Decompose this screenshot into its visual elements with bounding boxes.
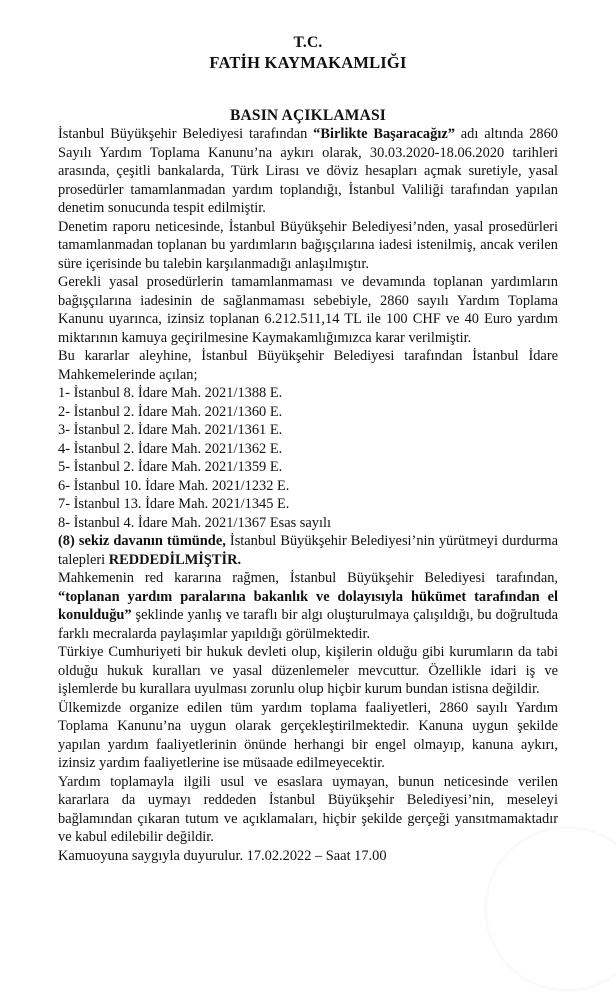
list-item: 7- İstanbul 13. İdare Mah. 2021/1345 E. xyxy=(58,496,290,513)
closing-line: Kamuoyuna saygıyla duyurulur. 17.02.2022 – Saat 17.00 xyxy=(58,847,387,864)
list-item: 6- İstanbul 10. İdare Mah. 2021/1232 E. xyxy=(58,477,290,494)
paragraph-5-text-b: şeklinde yanlış ve taraflı bir algı oluşturulmaya çalışıldığı, bu doğrultuda farklı mecralarda paylaşımlar yapıldığı görülmektedir. xyxy=(58,607,558,642)
paragraph-5-text-a: Mahkemenin red kararına rağmen, İstanbul Büyükşehir Belediyesi tarafından, xyxy=(58,570,558,587)
ruling-case-count-bold: (8) sekiz davanın tümünde, xyxy=(58,533,226,550)
list-item: 2- İstanbul 2. İdare Mah. 2021/1360 E. xyxy=(58,403,283,420)
paragraph-1 xyxy=(58,125,558,218)
list-item: 1- İstanbul 8. İdare Mah. 2021/1388 E. xyxy=(58,385,283,402)
list-item: 8- İstanbul 4. İdare Mah. 2021/1367 Esas sayılı xyxy=(58,514,331,531)
campaign-name-bold: “Birlikte Başaracağız” xyxy=(313,126,455,143)
document-header xyxy=(58,0,558,73)
list-item: 4- İstanbul 2. İdare Mah. 2021/1362 E. xyxy=(58,440,283,457)
paragraph-1-text-b: adı altında 2860 Sayılı Yardım Toplama Kanunu’na aykırı olarak, 30.03.2020-18.06.2020 tarihleri arasında, çeşitli bankalarda, Türk Lirası ve döviz hesapları açmak suretiyle, yasal prosedürler tamamlanmadan yardım toplandığı, İstanbul Valiliği tarafından yapılan denetim sonucunda tespit edilmiştir. xyxy=(58,126,558,217)
court-case-list xyxy=(58,384,558,532)
paragraph-8: Yardım toplamayla ilgili usul ve esaslara uymayan, bunun neticesinde verilen kararlara da uymayı reddeden İstanbul Büyükşehir Belediyesi’nin, meseleyi bağlamından çıkaran tutum ve açıklamaları, hiçbir şekilde gerçeği yansıtmamaktadır ve kabul edilebilir değildir. xyxy=(58,773,558,846)
document-content xyxy=(58,0,558,865)
ruling-outcome-bold: REDDEDİLMİŞTİR. xyxy=(108,551,242,568)
list-item: 3- İstanbul 2. İdare Mah. 2021/1361 E. xyxy=(58,422,283,439)
list-item: 5- İstanbul 2. İdare Mah. 2021/1359 E. xyxy=(58,459,283,476)
quoted-claim-bold: “toplanan yardım paralarına bakanlık ve dolayısıyla hükümet tarafından el konulduğu” xyxy=(58,588,558,624)
paragraph-2: Denetim raporu neticesinde, İstanbul Büyükşehir Belediyesi’nden, yasal prosedürleri tamamlanmadan toplanan bu yardımların bağışçılarına iadesi istenilmiş, ancak verilen süre içerisinde bu talebin karşılanmadığı anlaşılmıştır. xyxy=(58,218,558,272)
header-institution-name: FATİH KAYMAKAMLIĞI xyxy=(209,52,407,72)
header-republic-abbreviation: T.C. xyxy=(293,34,323,51)
case-list-intro: Bu kararlar aleyhine, İstanbul Büyükşehir Belediyesi tarafından İstanbul İdare Mahkemelerinde açılan; xyxy=(58,348,558,383)
paragraph-5 xyxy=(58,569,558,643)
paragraph-3: Gerekli yasal prosedürlerin tamamlanmaması ve devamında toplanan yardımların bağışçılarına iadesinin de sağlanmaması sebebiyle, 2860 sayılı Yardım Toplama Kanunu uyarınca, izinsiz toplanan 6.212.511,14 TL ile 100 CHF ve 40 Euro yardım miktarının kamuya geçirilmesine Kaymakamlığımızca karar verilmiştir. xyxy=(58,274,558,346)
paragraph-1-text-a: İstanbul Büyükşehir Belediyesi tarafından xyxy=(58,126,314,143)
ruling-statement xyxy=(58,532,558,569)
paragraph-6: Türkiye Cumhuriyeti bir hukuk devleti olup, kişilerin olduğu gibi kurumların da tabi olduğu hukuk kuralları ve yasal düzenlemeler mevcuttur. Özellikle idari iş ve işlemlerde bu kurallara uyulması zorunlu olup hiçbir kurum bundan istisna değildir. xyxy=(58,644,558,698)
document-title: BASIN AÇIKLAMASI xyxy=(229,107,387,125)
paragraph-7: Ülkemizde organize edilen tüm yardım toplama faaliyetleri, 2860 sayılı Yardım Toplama Kanunu’na uygun olarak gerçekleştirilmektedir. Kanuna uygun şekilde yapılan yardım faaliyetlerinin önünde herhangi bir engel olmayıp, kanuna aykırı, izinsiz yardım faaliyetlerine ise müsaade edilmeyecektir. xyxy=(58,699,558,772)
ruling-statement-text: İstanbul Büyükşehir Belediyesi’nin yürütmeyi durdurma talepleri xyxy=(58,533,559,568)
